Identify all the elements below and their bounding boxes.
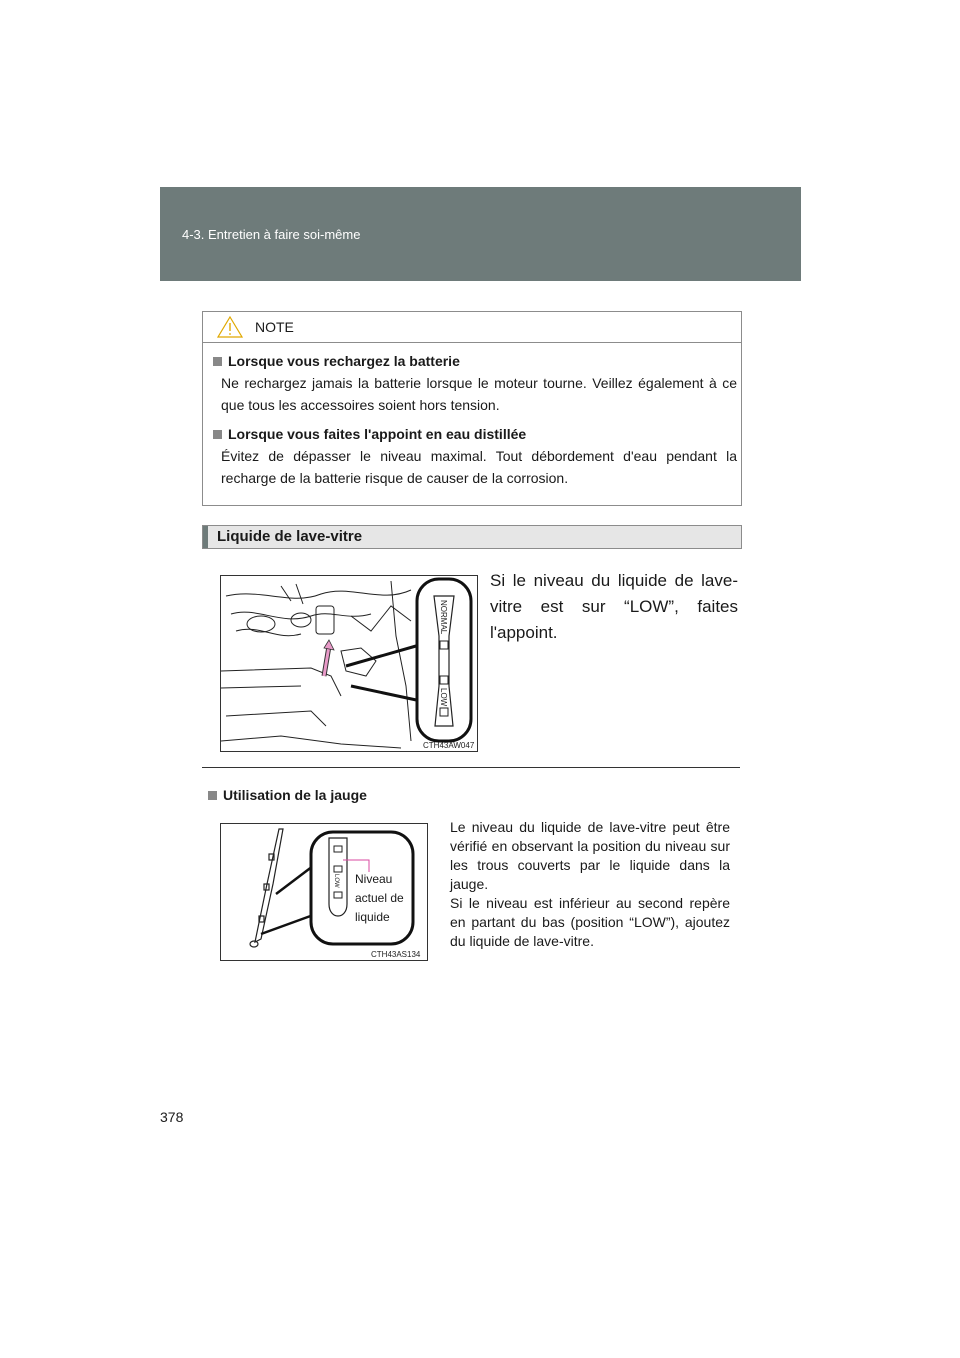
label-line: Niveau [355, 872, 393, 886]
low-mark: LOW [333, 874, 339, 888]
warning-icon [217, 316, 243, 338]
normal-mark: NORMAL [439, 600, 448, 635]
washer-reservoir-figure [220, 575, 478, 752]
caption-gauge-text: Le niveau du liquide de lave-vitre peut être vérifié en observant la position du niveau sur les trous couverts par le liquide dans la jauge. Si le niveau est inférieur au second repère en partant du bas (position “LOW”), ajoutez du liquide de lave-vitre. [450, 819, 730, 949]
note-item-heading: Lorsque vous rechargez la batterie [228, 353, 460, 369]
divider-rule [202, 767, 740, 768]
header-band [160, 187, 801, 281]
bullet-square-icon [213, 357, 222, 366]
fluid-level-label [355, 870, 404, 927]
section-breadcrumb: 4-3. Entretien à faire soi-même [182, 227, 361, 242]
caption-gauge-usage [450, 818, 730, 951]
note-item-body: Ne rechargez jamais la batterie lorsque le moteur tourne. Veillez également à ce que tous les accessoires soient hors tension. [221, 375, 737, 413]
caption-washer-level: Si le niveau du liquide de lave-vitre est sur “LOW”, faites l'appoint. [490, 571, 738, 642]
note-item-recharge [213, 350, 737, 416]
section-title: Liquide de lave-vitre [217, 528, 363, 545]
subsection-title: Utilisation de la jauge [223, 787, 367, 803]
note-item-distilled-water [213, 423, 737, 489]
engine-bay-illustration [221, 576, 477, 751]
note-label: NOTE [255, 319, 294, 335]
figure-code: CTH43AS134 [371, 950, 421, 959]
bullet-square-icon [213, 430, 222, 439]
low-mark: LOW [439, 688, 448, 707]
section-title-bar [202, 525, 742, 549]
note-item-body: Évitez de dépasser le niveau maximal. Tout débordement d'eau pendant la recharge de la batterie risque de causer de la corrosion. [221, 448, 737, 486]
note-box [202, 311, 742, 506]
page-number: 378 [160, 1109, 184, 1125]
section-tab-marker [203, 526, 208, 548]
subsection-heading [208, 787, 367, 803]
label-line: liquide [355, 910, 390, 924]
note-item-heading: Lorsque vous faites l'appoint en eau distillée [228, 426, 527, 442]
label-line: actuel de [355, 891, 404, 905]
figure-code: CTH43AW047 [423, 741, 475, 750]
note-header [203, 312, 741, 343]
bullet-square-icon [208, 791, 217, 800]
